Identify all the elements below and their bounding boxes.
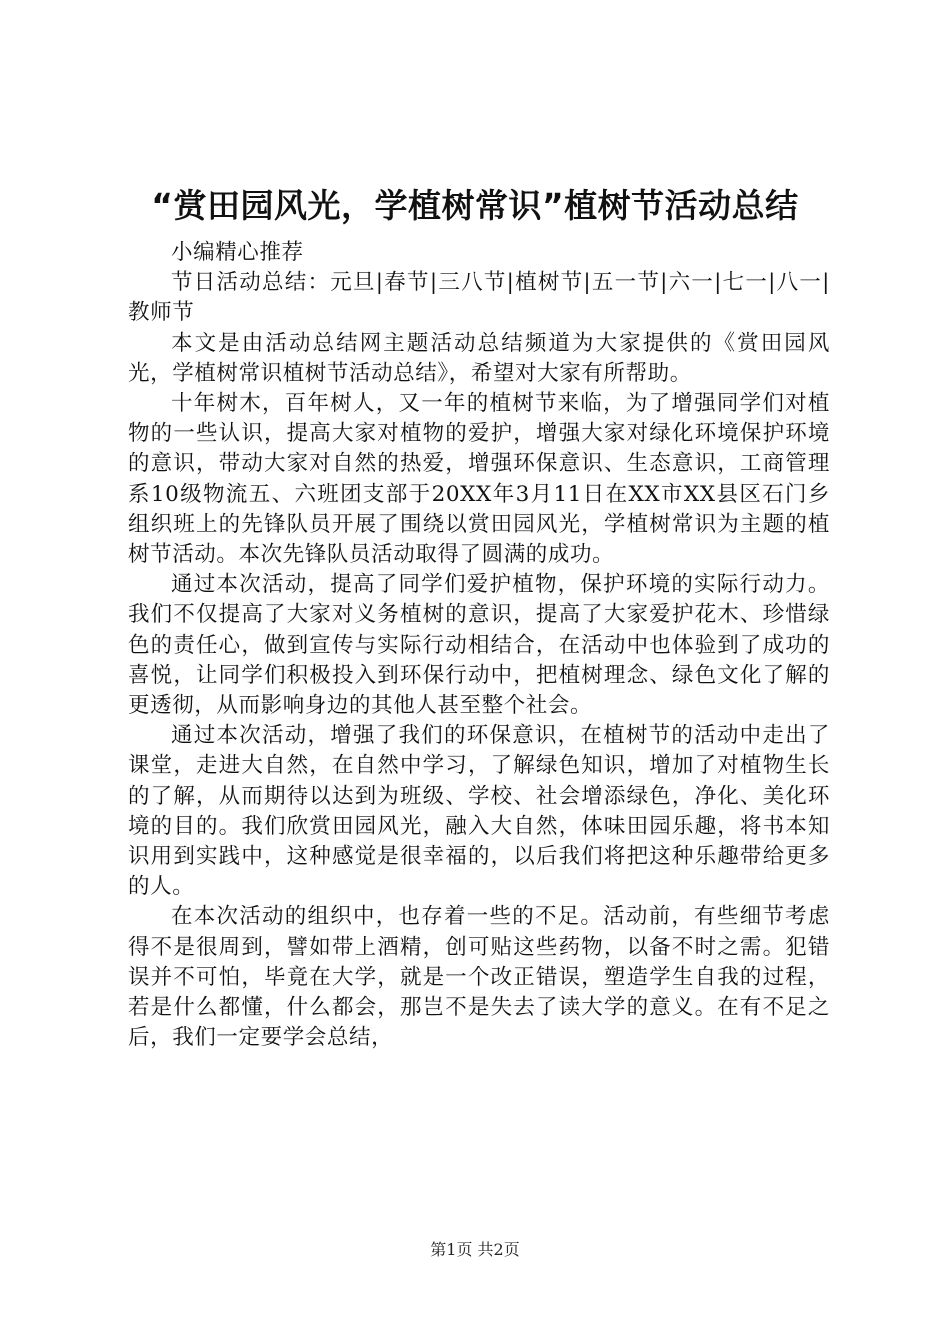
paragraph-intro: 本文是由活动总结网主题活动总结频道为大家提供的《赏田园风光，学植树常识植树节活动总结》，希望对大家有所帮助。 — [128, 330, 830, 386]
paragraph-holiday-links: 节日活动总结：元旦|春节|三八节|植树节|五一节|六一|七一|八一|教师节 — [128, 270, 830, 326]
paragraph-outcome-awareness: 通过本次活动，增强了我们的环保意识，在植树节的活动中走出了课堂，走进大自然，在自然中学习，了解绿色知识，增加了对植物生长的了解，从而期待以达到为班级、学校、社会增添绿色，净化、美化环境的目的。我们欣赏田园风光，融入大自然，体味田园乐趣，将书本知识用到实践中，这种感觉是很幸福的，以后我们将把这种乐趣带给更多的人。 — [128, 723, 830, 900]
paragraph-background: 十年树木，百年树人，又一年的植树节来临，为了增强同学们对植物的一些认识，提高大家对植物的爱护，增强大家对绿化环境保护环境的意识，带动大家对自然的热爱，增强环保意识、生态意识，工商管理系10级物流五、六班团支部于20XX年3月11日在XX市XX县区石门乡组织班上的先锋队员开展了围绕以赏田园风光，学植树常识为主题的植树节活动。本次先锋队员活动取得了圆满的成功。 — [128, 391, 830, 568]
document-title: “赏田园风光，学植树常识”植树节活动总结 — [151, 186, 799, 225]
document-body — [128, 238, 830, 1053]
paragraph-recommend: 小编精心推荐 — [171, 240, 304, 265]
paragraph-outcome-action: 通过本次活动，提高了同学们爱护植物，保护环境的实际行动力。我们不仅提高了大家对义务植树的意识，提高了大家爱护花木、珍惜绿色的责任心，做到宣传与实际行动相结合，在活动中也体验到了成功的喜悦，让同学们积极投入到环保行动中，把植树理念、绿色文化了解的更透彻，从而影响身边的其他人甚至整个社会。 — [128, 572, 830, 719]
paragraph-shortcomings: 在本次活动的组织中，也存着一些的不足。活动前，有些细节考虑得不是很周到，譬如带上酒精，创可贴这些药物，以备不时之需。犯错误并不可怕，毕竟在大学，就是一个改正错误，塑造学生自我的过程，若是什么都懂，什么都会，那岂不是失去了读大学的意义。在有不足之后，我们一定要学会总结， — [128, 904, 830, 1051]
page-number-footer: 第1页 共2页 — [430, 1240, 520, 1259]
